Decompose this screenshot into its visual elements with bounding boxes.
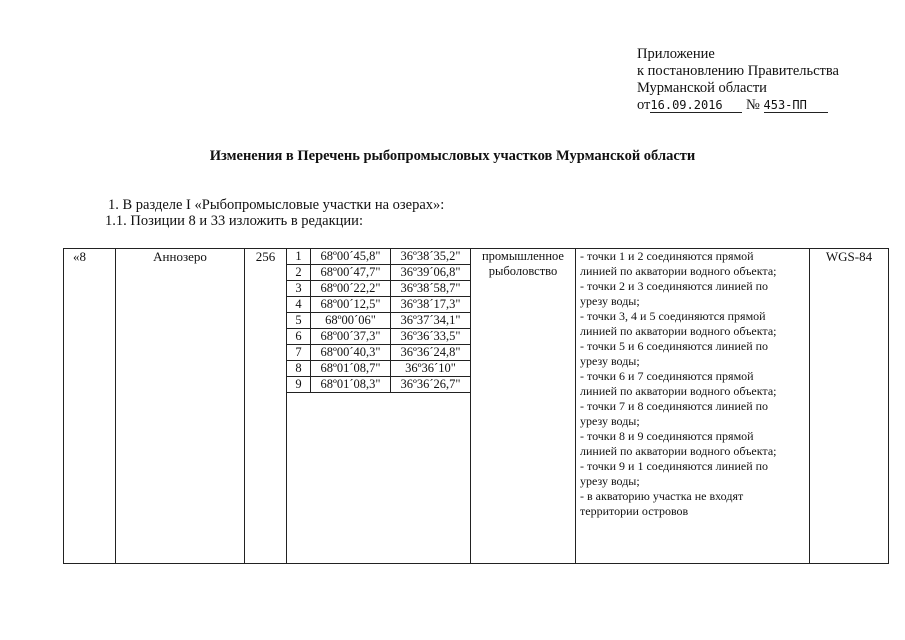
description-line: урезу воды; [580, 474, 640, 488]
coordinate-row [287, 249, 470, 265]
longitude: 36º38´35,2" [391, 249, 471, 265]
date-prefix: от [637, 97, 651, 113]
decree-date: 16.09.2016 [650, 99, 742, 113]
point-number: 7 [287, 345, 311, 361]
description-line: - в акваторию участка не входят [580, 489, 744, 503]
decree-number: 453-ПП [764, 99, 828, 113]
description-line: - точки 3, 4 и 5 соединяются прямой [580, 309, 766, 323]
appendix-region: Мурманской области [637, 80, 767, 96]
coordinates-cell [287, 249, 471, 564]
row-number: «8 [64, 249, 116, 564]
appendix-header [637, 46, 839, 114]
point-number: 4 [287, 297, 311, 313]
longitude: 36º37´34,1" [391, 313, 471, 329]
point-number: 2 [287, 265, 311, 281]
coordinate-row [287, 361, 470, 377]
longitude: 36º36´33,5" [391, 329, 471, 345]
fishing-type-line: промышленное [481, 249, 564, 263]
appendix-label: Приложение [637, 46, 715, 62]
section-item-2: 1.1. Позиции 8 и 33 изложить в редакции: [105, 213, 363, 229]
description-line: линией по акватории водного объекта; [580, 324, 777, 338]
longitude: 36º36´10" [391, 361, 471, 377]
coordinate-row [287, 377, 470, 393]
latitude: 68º00´12,5" [311, 297, 391, 313]
description-line: территории островов [580, 504, 689, 518]
document-title: Изменения в Перечень рыбопромысловых участков Мурманской области [209, 148, 696, 164]
coordinate-row [287, 329, 470, 345]
latitude: 68º01´08,7" [311, 361, 391, 377]
latitude: 68º01´08,3" [311, 377, 391, 393]
appendix-date-line [637, 97, 839, 114]
longitude: 36º36´26,7" [391, 377, 471, 393]
longitude: 36º39´06,8" [391, 265, 471, 281]
coordinate-row [287, 281, 470, 297]
longitude: 36º38´17,3" [391, 297, 471, 313]
lake-name: Аннозеро [116, 249, 245, 564]
description-line: - точки 7 и 8 соединяются линией по [580, 399, 769, 413]
longitude: 36º38´58,7" [391, 281, 471, 297]
description-line: - точки 8 и 9 соединяются прямой [580, 429, 754, 443]
table-row [64, 249, 889, 564]
coordinate-row [287, 297, 470, 313]
boundary-description [576, 249, 810, 564]
coordinate-system: WGS-84 [810, 249, 889, 564]
fishing-area-table [63, 248, 889, 564]
section-text [105, 197, 445, 229]
description-line: урезу воды; [580, 354, 640, 368]
appendix-ref: к постановлению Правительства [637, 63, 839, 79]
point-number: 9 [287, 377, 311, 393]
point-number: 1 [287, 249, 311, 265]
coordinates-table [287, 249, 470, 393]
latitude: 68º00´37,3" [311, 329, 391, 345]
point-number: 3 [287, 281, 311, 297]
coordinate-row [287, 345, 470, 361]
area-value: 256 [245, 249, 287, 564]
description-line: урезу воды; [580, 294, 640, 308]
number-prefix: № [746, 97, 760, 113]
point-number: 6 [287, 329, 311, 345]
description-line: - точки 9 и 1 соединяются линией по [580, 459, 769, 473]
section-item-1: 1. В разделе I «Рыбопромысловые участки на озерах»: [108, 197, 445, 213]
description-line: линией по акватории водного объекта; [580, 444, 777, 458]
point-number: 5 [287, 313, 311, 329]
description-line: - точки 2 и 3 соединяются линией по [580, 279, 769, 293]
latitude: 68º00´45,8" [311, 249, 391, 265]
latitude: 68º00´06" [311, 313, 391, 329]
coordinate-row [287, 313, 470, 329]
latitude: 68º00´22,2" [311, 281, 391, 297]
description-line: линией по акватории водного объекта; [580, 384, 777, 398]
fishing-type-line: рыболовство [488, 264, 558, 278]
description-line: - точки 5 и 6 соединяются линией по [580, 339, 769, 353]
latitude: 68º00´40,3" [311, 345, 391, 361]
description-line: - точки 6 и 7 соединяются прямой [580, 369, 754, 383]
fishing-type [471, 249, 576, 564]
description-line: урезу воды; [580, 414, 640, 428]
point-number: 8 [287, 361, 311, 377]
longitude: 36º36´24,8" [391, 345, 471, 361]
description-line: линией по акватории водного объекта; [580, 264, 777, 278]
latitude: 68º00´47,7" [311, 265, 391, 281]
description-line: - точки 1 и 2 соединяются прямой [580, 249, 754, 263]
coordinate-row [287, 265, 470, 281]
